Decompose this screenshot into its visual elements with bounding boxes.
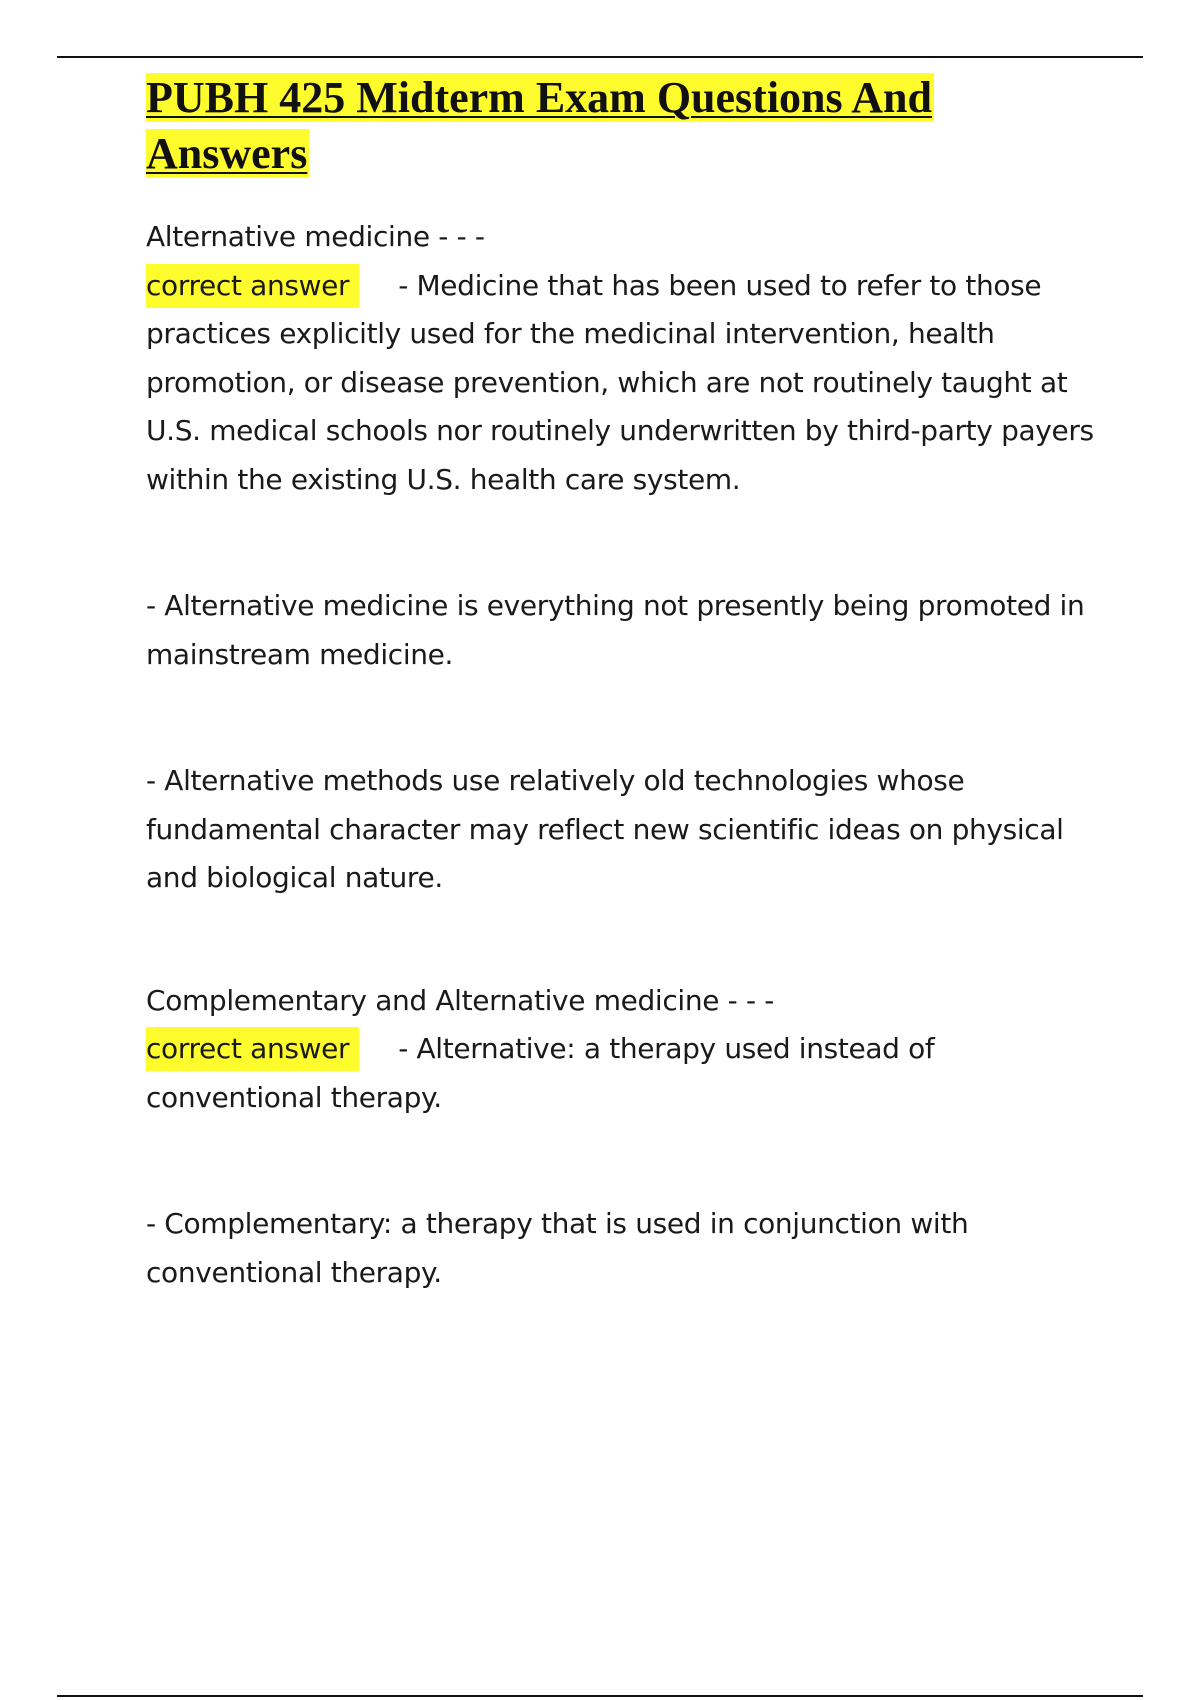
correct-answer-label: correct answer [146, 264, 359, 308]
answer-bullet: - Alternative medicine is everything not presently being promoted in mainstream medicine. [146, 589, 1085, 671]
page-title [146, 70, 1096, 182]
qa-item [146, 977, 1096, 1298]
answer-body: - Alternative: a therapy used instead of conventional therapy. [146, 1032, 935, 1114]
document-body [146, 70, 1096, 1297]
correct-answer-label: correct answer [146, 1027, 359, 1071]
bottom-rule [57, 1695, 1143, 1697]
question-text: Alternative medicine - - - [146, 220, 485, 253]
answer-bullet: - Complementary: a therapy that is used in conjunction with conventional therapy. [146, 1207, 969, 1289]
question-text: Complementary and Alternative medicine - - - [146, 983, 775, 1017]
answer-bullet: - Alternative methods use relatively old technologies whose fundamental character may reflect new scientific ideas on physical and biological nature. [146, 764, 1064, 894]
answer-text [146, 1025, 1096, 1122]
answer-body: - Medicine that has been used to refer to those practices explicitly used for the medicinal intervention, health promotion, or disease prevention, which are not routinely taught at U.S. medical schools nor routinely underwritten by third-party payers within the existing U.S. health care system. [146, 268, 1094, 496]
top-rule [57, 56, 1143, 58]
answer-text [146, 262, 1096, 505]
qa-item [146, 213, 1096, 903]
title-text: PUBH 425 Midterm Exam Questions And Answers [146, 73, 932, 178]
